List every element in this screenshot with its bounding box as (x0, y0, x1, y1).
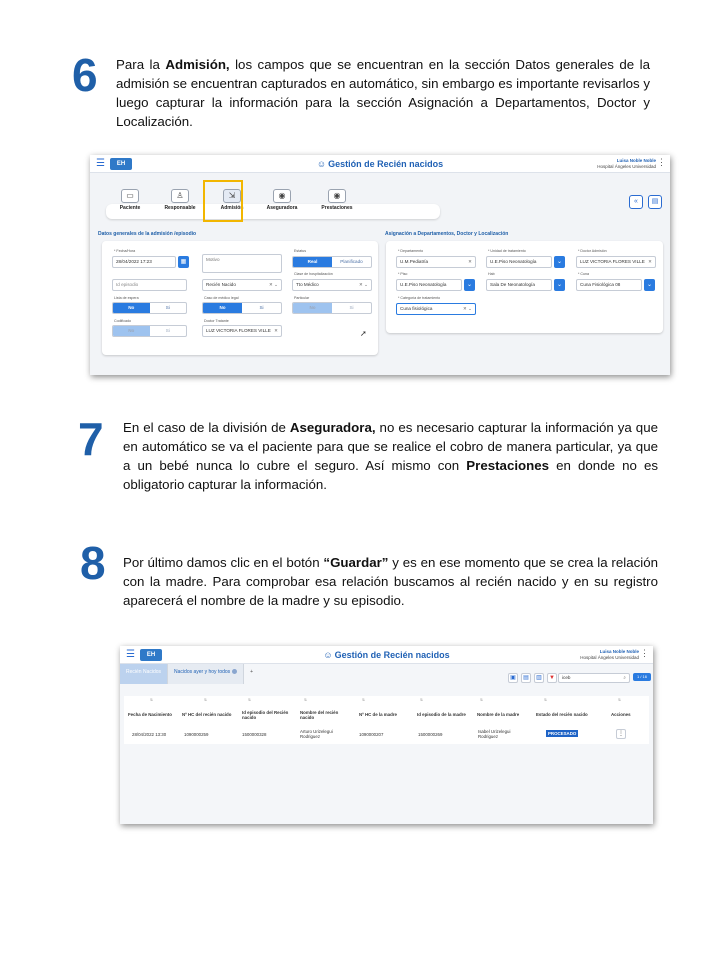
document-icon[interactable]: ▥ (534, 673, 544, 683)
step-6-text (116, 55, 650, 131)
status-badge: PROCESADO (548, 731, 577, 736)
col-fecha[interactable]: Fecha de Nacimiento (128, 712, 172, 717)
col-estado[interactable]: Estado del recién nacido (536, 712, 588, 717)
tab-responsable[interactable] (156, 189, 204, 211)
menu-icon[interactable]: ☰ (96, 158, 105, 169)
bold-text: Admisión, (165, 57, 230, 72)
tab-prestaciones[interactable] (313, 189, 361, 211)
calendar-icon[interactable]: ▦ (178, 256, 189, 268)
doctor-select[interactable] (576, 256, 656, 268)
text-run: y es en ese momento que se crea la relación con la madre. Para comprobar esa relación buscamos al recién nacido y en su registro aparecerá el nombre de la madre y su episodio. (123, 555, 658, 608)
cell-hc-rn: 1090000259 (184, 732, 209, 737)
tab-paciente[interactable] (106, 189, 154, 211)
toggle-no[interactable]: No (113, 303, 150, 313)
general-card (102, 241, 378, 355)
back-button[interactable]: « (629, 195, 643, 209)
codificado-toggle[interactable] (112, 325, 187, 337)
hab-value: Sala De Neonatología (490, 282, 535, 287)
tipo-admision-value: Recién Nacido (206, 282, 236, 287)
motivo-input[interactable]: Motivo (202, 254, 282, 273)
mouse-cursor-icon: ➚ (360, 329, 367, 338)
clear-icon[interactable]: ✕ ⌄ (359, 282, 368, 287)
bold-text: “Guardar” (323, 555, 389, 570)
save-button[interactable]: ▤ (648, 195, 662, 209)
close-icon[interactable] (232, 669, 237, 674)
newborn-list-screenshot (120, 646, 653, 824)
doctor-label: * Doctor Admisión (578, 249, 607, 253)
add-tab-button[interactable]: + (250, 669, 254, 675)
clear-icon[interactable]: ✕ ⌄ (463, 306, 472, 311)
depto-label: * Departamento (398, 249, 424, 253)
lista-espera-label: Lista de espera (114, 296, 139, 300)
app-logo: EH (110, 158, 132, 170)
toggle-si[interactable]: Si (165, 305, 170, 310)
chevron-down-icon[interactable]: ⌄ (554, 256, 565, 268)
search-input[interactable] (558, 673, 630, 683)
app-title: ☺ Gestión de Recién nacidos (316, 159, 444, 169)
col-hc-rn[interactable]: Nº HC del recién nacido (182, 712, 232, 717)
tipo-admision-select[interactable] (202, 279, 282, 291)
bold-text: Prestaciones (466, 458, 550, 473)
bold-text: Aseguradora, (289, 420, 376, 435)
categoria-select[interactable] (396, 303, 476, 315)
fecha-input[interactable]: 28/04/2022 17:23 (112, 256, 176, 268)
newborn-table (124, 696, 649, 744)
search-value: iceb (562, 675, 571, 680)
estatus-planificado[interactable]: Planificado (340, 259, 363, 264)
step-8-text (123, 553, 658, 610)
toggle-si[interactable]: Si (349, 305, 354, 310)
sort-icon[interactable]: ⇅ (544, 698, 548, 702)
more-options-icon[interactable]: ⋮ (657, 157, 666, 167)
col-nombre-rn[interactable]: Nombre del recién nacido (300, 710, 339, 720)
particular-toggle[interactable] (292, 302, 372, 314)
cell-hc-madre: 1090000207 (359, 732, 384, 737)
clase-label: Clase de hospitalización (294, 272, 333, 276)
sort-icon[interactable]: ⇅ (204, 698, 208, 702)
doctor-tratante-value: LUZ VICTORIA FLORES VILLE (206, 328, 271, 333)
assign-section-title: Asignación a Departamentos, Doctor y Localización (385, 231, 509, 237)
clear-icon[interactable]: ✕ (468, 259, 472, 264)
col-hc-madre[interactable]: Nº HC de la madre (359, 712, 397, 717)
id-card-icon: ▭ (121, 189, 139, 203)
col-acciones: Acciones (611, 712, 631, 717)
tab-label: Prestaciones (321, 205, 353, 211)
baby-icon: ☺ (316, 159, 327, 169)
lista-espera-toggle[interactable] (112, 302, 187, 314)
doctor-tratante-select[interactable] (202, 325, 282, 337)
app-title: ☺ Gestión de Recién nacidos (323, 650, 450, 660)
doctor-tratante-label: Doctor Tratante (204, 319, 229, 323)
codificado-label: Codificado (114, 319, 131, 323)
step-number-7: 7 (78, 413, 104, 465)
general-section-title: Datos generales de la admisión /episodio (98, 231, 197, 237)
row-actions-button[interactable]: ⋮ (618, 731, 624, 737)
sort-icon[interactable]: ⇅ (480, 698, 484, 702)
money-icon: ◉ (328, 189, 346, 203)
unidad-value: U.E.Piso Neonatología (490, 259, 537, 264)
tab-label: Nacidos ayer y hoy todos (174, 669, 231, 675)
step-number-6: 6 (72, 49, 98, 101)
unidad-label: * Unidad de tratamiento (488, 249, 526, 253)
id-episodio-input[interactable]: Id episodio (112, 279, 187, 291)
piso-value: U.E.Piso Neonatología (400, 282, 447, 287)
text-run: Para la (116, 57, 166, 72)
hab-label: Hab (488, 272, 495, 276)
user-name: Luisa Noble Noble (616, 158, 656, 163)
tab-label: Responsable (164, 205, 196, 211)
text-run: en donde no es obligatorio capturar la información. (123, 458, 658, 492)
depto-value: U.M.Pediatría (400, 259, 429, 264)
tab-label: Recién Nacidos (126, 669, 162, 675)
money-icon: ◉ (273, 189, 291, 203)
clase-select[interactable] (292, 279, 372, 291)
more-options-icon[interactable]: ⋮ (640, 648, 649, 658)
user-info (580, 649, 639, 661)
baby-icon: ☺ (323, 650, 333, 660)
toggle-no[interactable]: No (113, 326, 150, 336)
cell-nombre-rn: Arturo Urizelegui Rodriguez (300, 729, 333, 739)
app-header (90, 155, 670, 173)
hab-select[interactable] (486, 279, 552, 291)
tab-nacidos-ayer-hoy[interactable] (168, 664, 244, 684)
user-add-icon: ♙ (171, 189, 189, 203)
admision-highlight (203, 180, 243, 222)
estatus-label: Estatus (294, 249, 306, 253)
cell-ep-rn: 1500000328 (242, 732, 267, 737)
toggle-si[interactable]: Si (165, 328, 170, 333)
list-tabs (120, 664, 259, 684)
col-ep-rn[interactable]: Id episodio del Recién nacido (242, 710, 289, 720)
clear-icon[interactable]: ✕ (648, 259, 652, 264)
cell-ep-madre: 1500000269 (418, 732, 443, 737)
tab-recien-nacidos[interactable] (120, 664, 168, 684)
sort-icon[interactable]: ⇅ (362, 698, 366, 702)
sort-icon[interactable]: ⇅ (618, 698, 622, 702)
user-info (597, 158, 656, 170)
user-name: Luisa Noble Noble (599, 649, 639, 654)
cell-nombre-madre: Isabel Urizelegui Rodriguez (478, 729, 511, 739)
step-number-8: 8 (80, 537, 106, 589)
hospital-name: Hospital Ángeles Universidad (597, 164, 656, 169)
fecha-label: * Fecha/Hora (114, 249, 136, 253)
cuna-label: * Cuna (578, 272, 589, 276)
col-nombre-madre[interactable]: Nombre de la madre (477, 712, 520, 717)
toggle-si[interactable]: Si (259, 305, 264, 310)
cuna-select[interactable] (576, 279, 642, 291)
text-run: no es necesario capturar la información ya que en automático se va el paciente para que se realice el cobro de manera particular, ya que a un bebé nunca lo cubre el seguro. Así mismo con (123, 420, 658, 473)
chevron-down-icon[interactable]: ⌄ (554, 279, 565, 291)
categoria-label: * Categoría de tratamiento (398, 296, 441, 300)
clase-value: Tto Médico (296, 282, 319, 287)
caso-medico-label: Caso de médico legal (204, 296, 239, 300)
caso-medico-toggle[interactable] (202, 302, 282, 314)
admission-screenshot (90, 155, 670, 375)
chevron-down-icon[interactable]: ⌄ (464, 279, 475, 291)
piso-label: * Piso (398, 272, 408, 276)
depto-select[interactable] (396, 256, 476, 268)
piso-select[interactable] (396, 279, 462, 291)
particular-label: Particular (294, 296, 310, 300)
estatus-toggle[interactable] (292, 256, 372, 268)
result-count: 1 / 16 (633, 673, 651, 681)
admission-stepper (98, 189, 448, 219)
tab-aseguradora[interactable] (258, 189, 306, 211)
toggle-no[interactable]: No (203, 303, 242, 313)
cell-fecha: 28/04/2022 13:30 (132, 732, 167, 737)
app-header (120, 646, 653, 664)
login-icon: ⇲ (223, 189, 241, 203)
doctor-value: LUZ VICTORIA FLORES VILLE (580, 259, 645, 264)
toolbar (508, 673, 557, 683)
tab-label: Admisión (220, 205, 244, 211)
folder-icon[interactable]: ▣ (508, 673, 518, 683)
text-run: los campos que se encuentran en la sección Datos generales de la admisión se encuentran capturados en automático, sin embargo es importante revisarlos y luego capturar la información para la sección Asignación a Departamentos, Doctor y Localización. (116, 57, 650, 129)
clear-icon[interactable]: ✕ (274, 328, 278, 333)
sort-icon[interactable]: ⇅ (420, 698, 424, 702)
tab-label: Paciente (119, 205, 141, 211)
sort-icon[interactable]: ⇅ (248, 698, 252, 702)
hospital-name: Hospital Ángeles Universidad (580, 655, 639, 660)
assign-card (386, 241, 663, 333)
sort-icon[interactable]: ⇅ (304, 698, 308, 702)
menu-icon[interactable]: ☰ (126, 649, 135, 660)
export-icon[interactable]: ▤ (521, 673, 531, 683)
step-7-text (123, 418, 658, 494)
text-run: Por último damos clic en el botón (123, 555, 324, 570)
sort-icon[interactable]: ⇅ (150, 698, 154, 702)
tab-label: Aseguradora (266, 205, 298, 211)
col-ep-madre[interactable]: Id episodio de la madre (417, 712, 466, 717)
app-logo: EH (140, 649, 162, 661)
unidad-select[interactable] (486, 256, 552, 268)
toggle-no[interactable]: No (293, 303, 332, 313)
categoria-value: Cuna fisiológica (400, 306, 433, 311)
clear-icon[interactable]: ✕ ⌄ (269, 282, 278, 287)
search-icon[interactable]: ⌕ (623, 675, 626, 680)
estatus-real[interactable]: Real (293, 257, 332, 267)
chevron-down-icon[interactable]: ⌄ (644, 279, 655, 291)
text-run: En el caso de la división de (123, 420, 290, 435)
cuna-value: Cuna Fisiológica 08 (580, 282, 621, 287)
filter-icon[interactable]: ▼ (547, 673, 557, 683)
